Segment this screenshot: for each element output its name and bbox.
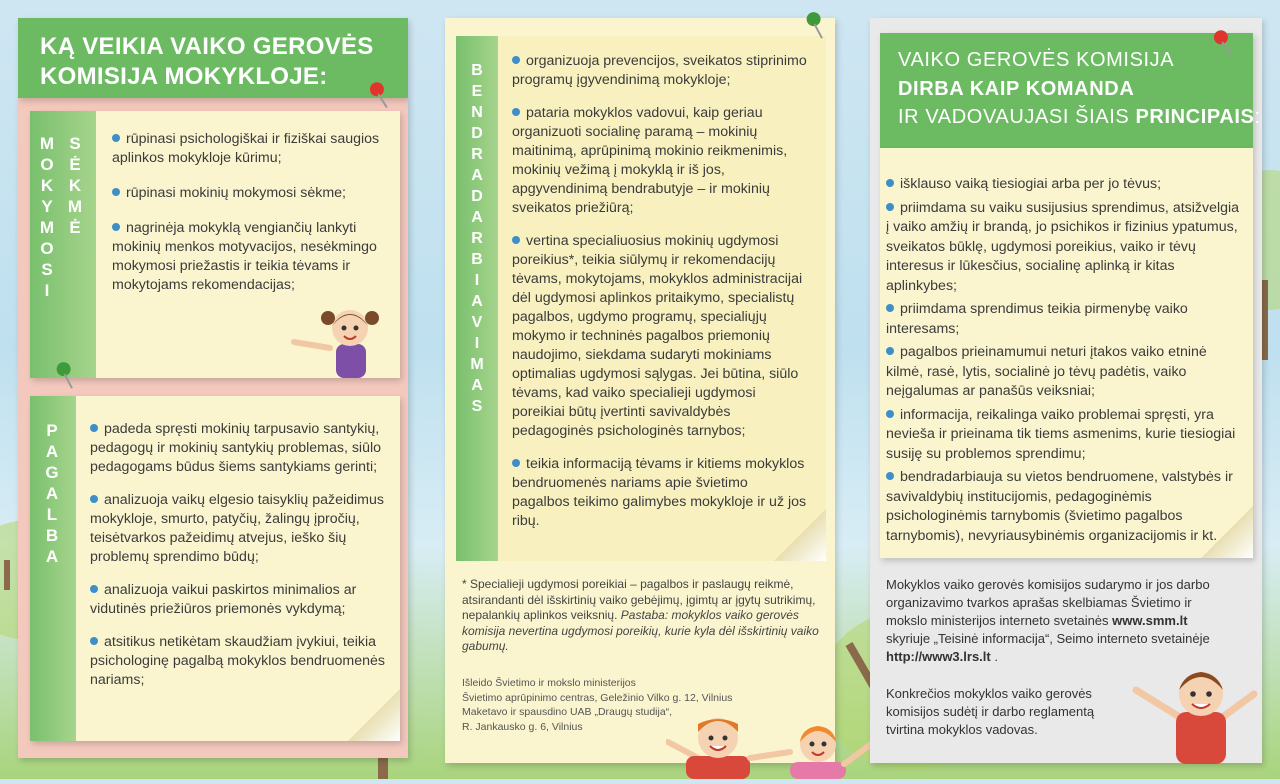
footnote-italic-text: Pastaba: mokyklos vaiko gerovės komisija nevertina ugdymosi poreikių, kurie kyla dėl išskirtinių vaiko gabumų. xyxy=(462,608,819,653)
list-item-text: padeda spręsti mokinių tarpusavio santykių, pedagogų ir mokinių santykių problemas, siūlo pedagogams būdus šiems santykiams gerinti; xyxy=(90,421,382,475)
tab-letter: M xyxy=(39,218,55,237)
tab-letter: I xyxy=(474,272,480,289)
list-item xyxy=(886,468,1240,546)
bullet-icon xyxy=(886,179,894,187)
column3-title-principais: PRINCIPAIS xyxy=(1135,106,1255,128)
list-item xyxy=(90,581,388,619)
list-item xyxy=(886,343,1240,402)
list-item-text: analizuoja vaikų elgesio taisyklių pažeidimus mokykloje, smurto, patyčių, žalingų įpročių, teisėtvarkos pažeidimų atvejus, ieško šių problemų sprendimo būdų; xyxy=(90,492,384,565)
footnote xyxy=(462,577,822,655)
tab-letter: K xyxy=(68,176,82,195)
bullet-icon xyxy=(512,459,520,467)
column1-title-line2: KOMISIJA MOKYKLOJE: xyxy=(40,63,328,90)
column3-title-colon: : xyxy=(1254,106,1261,128)
tab-letter: B xyxy=(45,526,59,545)
tab-letter: A xyxy=(471,209,483,226)
tab-letter: R xyxy=(471,230,483,247)
bullet-icon xyxy=(512,56,520,64)
tab-letter: A xyxy=(471,293,483,310)
publisher-line: Išleido Švietimo ir mokslo ministerijos xyxy=(462,677,636,689)
tab-letter: B xyxy=(471,62,483,79)
bullet-icon xyxy=(90,585,98,593)
bullet-icon xyxy=(112,188,120,196)
tab-letter: I xyxy=(44,281,50,300)
tab-letter: A xyxy=(45,547,59,566)
publisher-line: R. Jankausko g. 6, Vilnius xyxy=(462,720,583,733)
tab-letter: A xyxy=(471,377,483,394)
tab-letter: A xyxy=(471,167,483,184)
column3-title-line1: VAIKO GEROVĖS KOMISIJA xyxy=(898,49,1175,71)
tab-letter: D xyxy=(471,125,483,142)
tab-letter: V xyxy=(471,314,483,331)
tab-letter: M xyxy=(67,197,83,216)
tab-letter: G xyxy=(45,463,59,482)
list-item-text: išklauso vaiką tiesiogiai arba per jo tėvus; xyxy=(900,176,1162,192)
tab-letter: I xyxy=(474,335,480,352)
bullet-icon xyxy=(512,236,520,244)
principles-list xyxy=(886,175,1240,550)
footnote-text: * Specialieji ugdymosi poreikiai – pagalbos ir paslaugų reikmė, atsirandanti dėl išskirtinių vaiko gebėjimų, įgimtų ar įgytų sutrikimų, nepalankių aplinkos veiksnių. xyxy=(462,577,816,622)
list-item xyxy=(886,199,1240,297)
list-item xyxy=(886,300,1240,339)
bullet-icon xyxy=(90,637,98,645)
list-item-text: pagalbos prieinamumui neturi įtakos vaiko etninė kilmė, rasė, lytis, socialinė jo tėvų padėtis, vaiko neįgalumas ar panašūs veiksniai; xyxy=(886,344,1207,399)
list-item xyxy=(90,420,388,477)
tab-letter: N xyxy=(471,104,483,121)
tab-letter: B xyxy=(471,251,483,268)
tab-word-pagalba xyxy=(43,420,61,567)
list-item-text: nagrinėja mokyklą vengiančių lankyti mokinių menkos motyvacijos, nesėkmingo mokymosi priežastis ir teikia tėvams ir mokytojams rekomendacijas; xyxy=(112,220,377,293)
mokymosi-sekme-list xyxy=(112,130,392,311)
list-item xyxy=(112,130,392,168)
column3-title-line2: DIRBA KAIP KOMANDA xyxy=(898,78,1135,100)
list-item xyxy=(112,184,392,203)
tab-letter: O xyxy=(40,155,54,174)
list-item-text: informacija, reikalinga vaiko problemai spręsti, yra nevieša ir prieinama tik tiems asmenims, kurie tiesiogiai susiję su problemos sprendimu; xyxy=(886,406,1236,462)
smm-link[interactable]: www.smm.lt xyxy=(1112,613,1188,628)
tab-letter: Y xyxy=(41,197,53,216)
column1-title-banner xyxy=(18,18,408,98)
tab-word-mokymosi xyxy=(38,133,56,301)
bullet-icon xyxy=(886,410,894,418)
tab-letter: M xyxy=(470,356,484,373)
tab-letter: K xyxy=(40,176,54,195)
info-paragraph-2: Konkrečios mokyklos vaiko gerovės komisijos sudėtį ir darbo reglamentą tvirtina mokyklos vadovas. xyxy=(886,686,1095,737)
bullet-icon xyxy=(512,108,520,116)
bullet-icon xyxy=(90,424,98,432)
list-item-text: analizuoja vaikui paskirtos minimalios ar vidutinės priežiūros priemonės vykdymą; xyxy=(90,582,357,617)
tab-letter: R xyxy=(471,146,483,163)
bullet-icon xyxy=(112,134,120,142)
tab-letter: S xyxy=(41,260,53,279)
tab-letter: S xyxy=(69,134,81,153)
list-item-text: priimdama sprendimus teikia pirmenybę vaiko interesams; xyxy=(886,301,1188,337)
tab-word-bendradarbiavimas xyxy=(468,60,486,417)
list-item xyxy=(512,52,808,90)
bullet-icon xyxy=(886,304,894,312)
tab-letter: L xyxy=(46,505,58,524)
publisher-line: Maketavo ir spausdino UAB „Draugų studija“, xyxy=(462,706,673,718)
list-item-text: rūpinasi mokinių mokymosi sėkme; xyxy=(126,185,346,201)
column3-title-banner xyxy=(880,33,1261,148)
list-item xyxy=(112,219,392,295)
list-item xyxy=(90,633,388,690)
girl-illustration-icon xyxy=(290,300,390,378)
pagalba-list xyxy=(90,420,388,704)
column1-title xyxy=(40,32,374,92)
list-item-text: rūpinasi psichologiškai ir fiziškai saugios aplinkos mokykloje kūrimu; xyxy=(112,131,380,166)
boy-illustration-icon xyxy=(1132,664,1260,764)
list-item-text: pataria mokyklos vadovui, kaip geriau organizuoti socialinę paramą – mokinių maitinimą, aprūpinimą mokinio reikmenimis, mokinių vežimą į mokyklą ir iš jos, apgyvendinimą bendrabutyje – ir mokinių sveikatos priežiūrą; xyxy=(512,105,788,216)
column1-title-line1: KĄ VEIKIA VAIKO GEROVĖS xyxy=(40,33,374,60)
bendradarbiavimas-list xyxy=(512,52,808,545)
children-illustration-icon xyxy=(666,712,878,779)
list-item xyxy=(90,491,388,567)
tab-letter: A xyxy=(45,484,59,503)
bullet-icon xyxy=(886,472,894,480)
column3-title-line3: IR VADOVAUJASI ŠIAIS xyxy=(898,106,1136,128)
tab-letter: O xyxy=(40,239,54,258)
list-item-text: teikia informaciją tėvams ir kitiems mokyklos bendruomenės nariams apie švietimo pagalbos teikimo galimybes mokykloje ir už jos ribų. xyxy=(512,456,807,529)
publisher-line: Švietimo aprūpinimo centras, Geležinio Vilko g. 12, Vilnius xyxy=(462,691,733,704)
tab-letter: A xyxy=(45,442,59,461)
bullet-icon xyxy=(886,347,894,355)
tab-letter: Ė xyxy=(69,218,81,237)
lrs-link[interactable]: http://www3.lrs.lt xyxy=(886,649,991,664)
bullet-icon xyxy=(90,495,98,503)
list-item xyxy=(886,406,1240,465)
list-item-text: bendradarbiauja su vietos bendruomene, valstybės ir savivaldybių institucijomis, pedagoginėmis psichologinėmis tarnybomis (švietimo pagalbos tarnybomis), nevyriausybinėmis organizacijomis ir kt. xyxy=(886,469,1233,544)
list-item-text: organizuoja prevencijos, sveikatos stiprinimo programų įgyvendinimą mokykloje; xyxy=(512,53,807,88)
list-item-text: priimdama su vaiku susijusius sprendimus, atsižvelgia į vaiko amžių ir brandą, jo psichikos ir fizinius ypatumus, sveikatos būklę, ugdymosi poreikius, vaiko ir tėvų interesus ir lūkesčius, socialinę aplinką ir kitas aplinkybes; xyxy=(886,199,1240,294)
list-item xyxy=(512,104,808,218)
list-item-text: vertina specialiuosius mokinių ugdymosi poreikius*, teikia siūlymų ir rekomendacijų tėvams, mokytojams, mokyklos administracijai dėl ugdymosi aplinkos pritaikymo, specialistų pagalbos, ugdymo programų, specialiųjų mokymo ir techninės pagalbos priemonių naudojimo, siekdama sudaryti mokiniams optimalias ugdymosi sąlygas. Jei būtina, siūlo tėvams, kad vaiko specialieji ugdymosi poreikiai būtų įvertinti savivaldybės pedagoginės psichologinės tarnybos; xyxy=(512,233,803,439)
tab-word-sekme xyxy=(66,133,84,238)
tab-letter: S xyxy=(471,398,483,415)
info-paragraph-1: Mokyklos vaiko gerovės komisijos sudarymo ir jos darbo organizavimo tvarkos aprašas skelbiamas Švietimo ir mokslo ministerijos interneto svetainės www.smm.lt skyriuje „Teisinė informacija“, Seimo interneto svetainėje http://www3.lrs.lt . xyxy=(886,577,1210,664)
tab-letter: E xyxy=(471,83,483,100)
tab-letter: D xyxy=(471,188,483,205)
tab-letter: Ė xyxy=(69,155,81,174)
bullet-icon xyxy=(112,223,120,231)
list-item xyxy=(886,175,1240,195)
list-item-text: atsitikus netikėtam skaudžiam įvykiui, teikia psichologinę pagalbą mokyklos bendruomenės nariams; xyxy=(90,634,385,688)
list-item xyxy=(512,455,808,531)
tab-letter: M xyxy=(39,134,55,153)
list-item xyxy=(512,232,808,441)
bullet-icon xyxy=(886,203,894,211)
tab-letter: P xyxy=(46,421,58,440)
